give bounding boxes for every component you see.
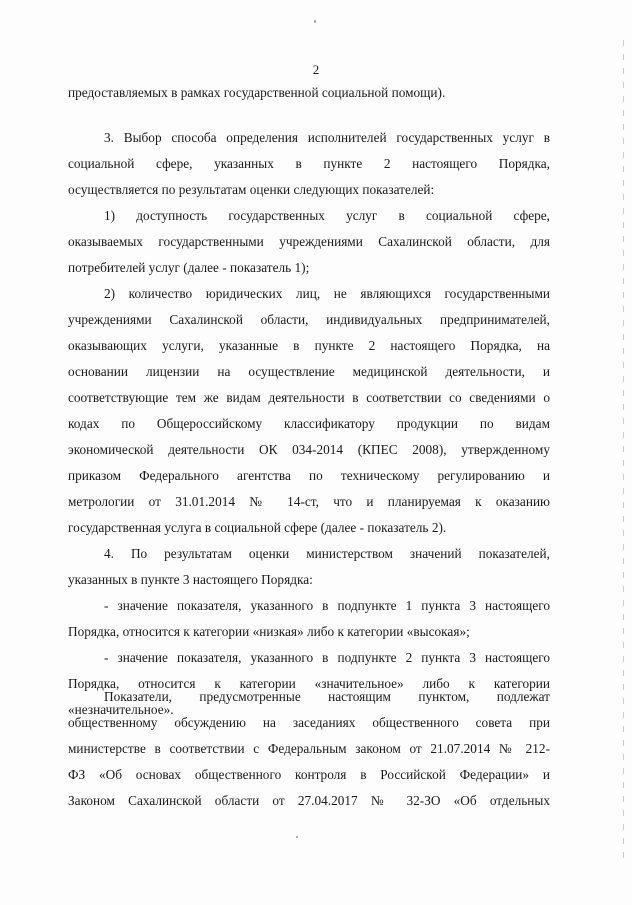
text-line: общественному обсуждению на заседаниях общественного совета при — [68, 715, 550, 730]
scan-speck — [314, 20, 316, 23]
text-line: - значение показателя, указанного в подпункте 2 пункта 3 настоящего — [104, 650, 550, 665]
text-line: социальной сфере, указанных в пункте 2 настоящего Порядка, — [68, 156, 550, 171]
text-line: учреждениями Сахалинской области, индивидуальных предпринимателей, — [68, 312, 550, 327]
paragraph-continuation — [68, 80, 550, 106]
text-line: соответствующие тем же видам деятельности в соответствии со сведениями о — [68, 390, 550, 405]
text-line: Порядка, относится к категории «значительное» либо к категории — [68, 676, 550, 691]
text-line: оказываемых государственными учреждениями Сахалинской области, для — [68, 234, 550, 249]
text-line: метрологии от 31.01.2014 № 14-ст, что и планируемая к оказанию — [68, 494, 550, 509]
scan-speck — [296, 836, 298, 838]
paragraph-item-3 — [68, 125, 550, 723]
text-line: экономической деятельности ОК 034-2014 (КПЕС 2008), утвержденному — [68, 442, 550, 457]
text-line: кодах по Общероссийскому классификатору продукции по видам — [68, 416, 550, 431]
text-line: - значение показателя, указанного в подпункте 1 пункта 3 настоящего — [104, 598, 550, 613]
text-line: оказывающих услуги, указанные в пункте 2 настоящего Порядка, на — [68, 338, 550, 353]
text-line: потребителей услуг (далее - показатель 1); — [68, 260, 310, 275]
text-line: основании лицензии на осуществление медицинской деятельности, и — [68, 364, 550, 379]
text-line: Порядка, относится к категории «низкая» либо к категории «высокая»; — [68, 624, 470, 639]
text-line: 4. По результатам оценки министерством значений показателей, — [104, 546, 550, 561]
text-line: 3. Выбор способа определения исполнителей государственных услуг в — [104, 130, 550, 145]
page-number: 2 — [312, 62, 320, 77]
text-line: «незначительное». — [68, 702, 174, 717]
text-line: Законом Сахалинской области от 27.04.2017 № 32-ЗО «Об отдельных — [68, 793, 550, 808]
scan-edge-artifact — [623, 40, 624, 860]
text-line: осуществляется по результатам оценки следующих показателей: — [68, 182, 435, 197]
text-line: государственная услуга в социальной сфере (далее - показатель 2). — [68, 520, 447, 535]
text-line: предоставляемых в рамках государственной социальной помощи). — [68, 85, 446, 100]
text-line: приказом Федерального агентства по техническому регулированию и — [68, 468, 550, 483]
text-line: министерстве в соответствии с Федеральным законом от 21.07.2014 № 212- — [68, 741, 550, 756]
text-line: 1) доступность государственных услуг в социальной сфере, — [104, 208, 550, 223]
text-line: Показатели, предусмотренные настоящим пунктом, подлежат — [104, 689, 550, 704]
text-line: указанных в пункте 3 настоящего Порядка: — [68, 572, 313, 587]
text-line: 2) количество юридических лиц, не являющихся государственными — [104, 286, 550, 301]
text-line: ФЗ «Об основах общественного контроля в Российской Федерации» и — [68, 767, 550, 782]
paragraph-discussion — [68, 684, 550, 814]
